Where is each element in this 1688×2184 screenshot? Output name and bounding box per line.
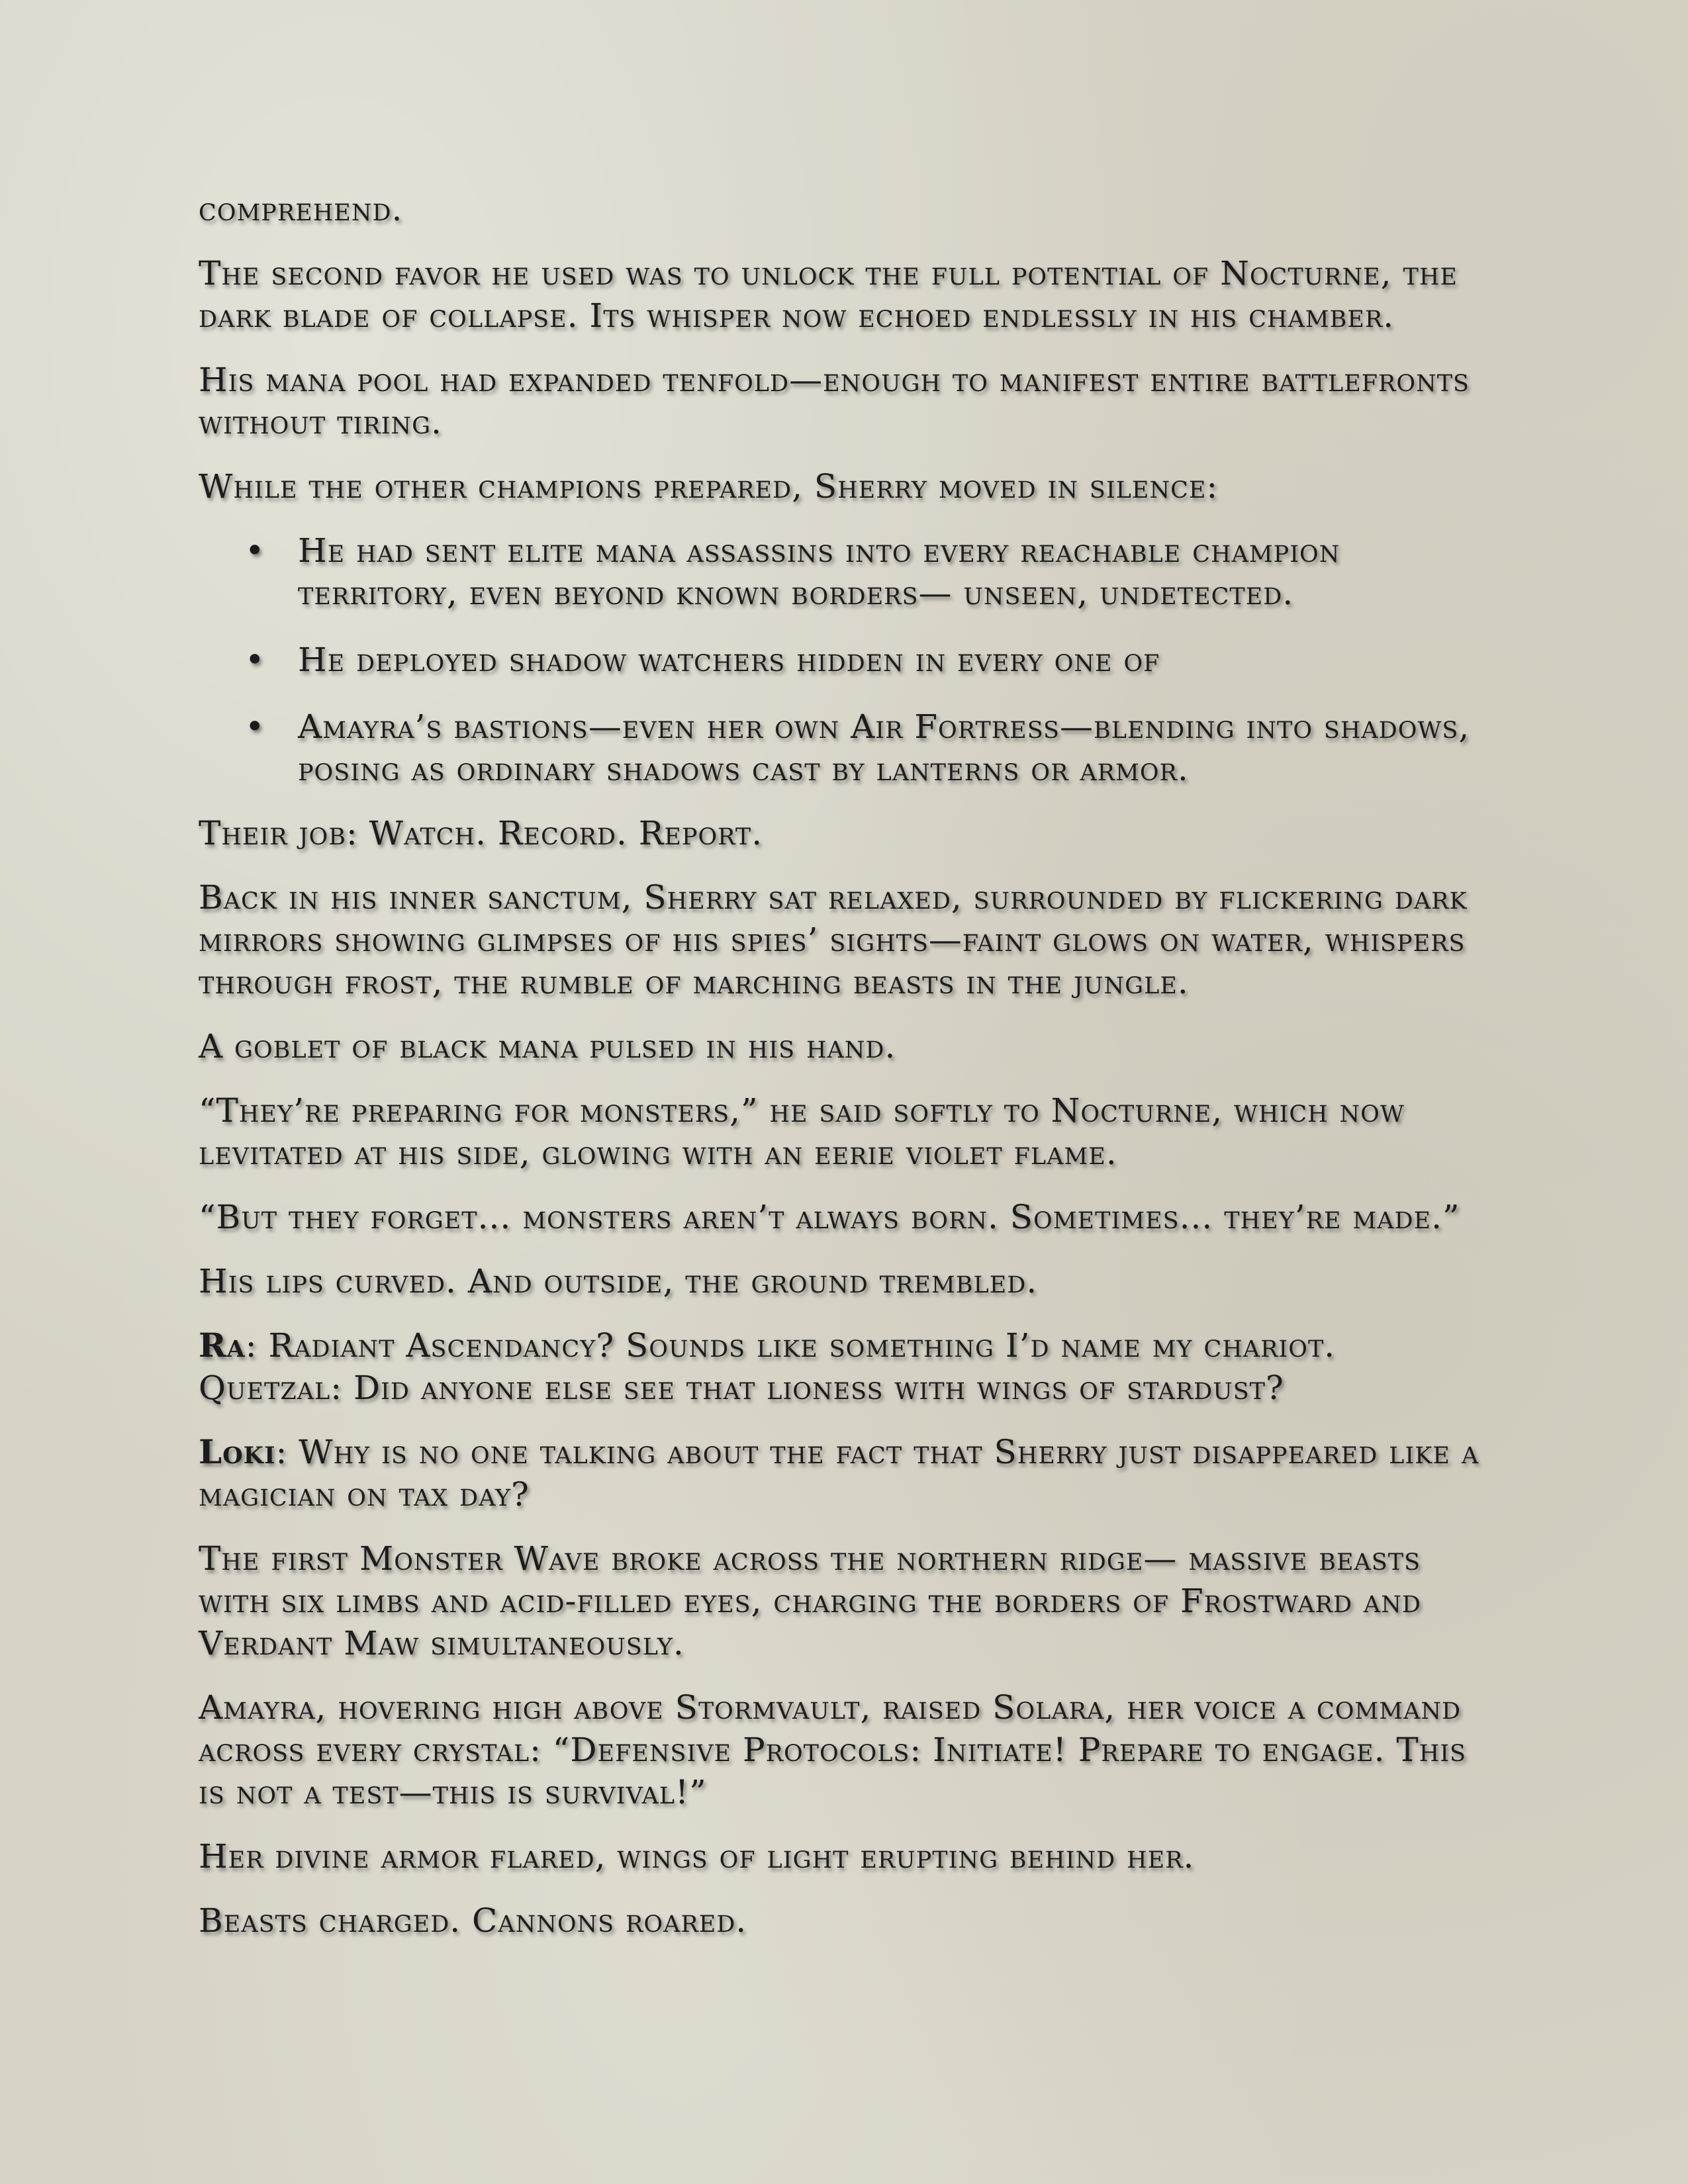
chat-line-ra <box>199 1324 1496 1367</box>
bullet-icon: • <box>245 641 265 679</box>
paragraph: His lips curved. And outside, the ground trembled. <box>199 1262 1038 1300</box>
paragraph: Beasts charged. Cannons roared. <box>199 1901 747 1940</box>
speaker-name: Ra <box>199 1326 246 1365</box>
paragraph: “But they forget... monsters aren’t always born. Sometimes... they’re made.” <box>199 1198 1460 1236</box>
speaker-name: Loki <box>199 1432 276 1471</box>
chat-block-ra-quetzal <box>199 1324 1496 1409</box>
list-item-text: He deployed shadow watchers hidden in every one of <box>298 641 1160 679</box>
bullet-icon: • <box>245 707 265 746</box>
list-item <box>199 639 1496 681</box>
chat-block-loki <box>199 1431 1496 1516</box>
chat-text: : Why is no one talking about the fact that Sherry just disappeared like a magician on tax day? <box>199 1433 1479 1514</box>
list-item <box>199 705 1496 790</box>
chat-line-quetzal: Quetzal: Did anyone else see that lioness with wings of stardust? <box>199 1369 1284 1407</box>
paragraph: A goblet of black mana pulsed in his hand. <box>199 1027 896 1066</box>
list-item <box>199 529 1496 614</box>
list-item-text: Amayra’s bastions—even her own Air Fortress—blending into shadows, posing as ordinary shadows cast by lanterns or armor. <box>298 707 1470 788</box>
bullet-icon: • <box>245 531 265 570</box>
paragraph: Amayra, hovering high above Stormvault, raised Solara, her voice a command across every crystal: “Defensive Protocols: Initiate! Prepare to engage. This is not a test—this is survival!” <box>199 1688 1467 1811</box>
paragraph: The first Monster Wave broke across the northern ridge— massive beasts with six limbs and acid-filled eyes, charging the borders of Frostward and Verdant Maw simultaneously. <box>199 1539 1421 1662</box>
paragraph: Back in his inner sanctum, Sherry sat relaxed, surrounded by flickering dark mirrors showing glimpses of his spies’ sights—faint glows on water, whispers through frost, the rumble of marching beasts in the jungle. <box>199 878 1468 1001</box>
paragraph: His mana pool had expanded tenfold—enough to manifest entire battlefronts without tiring. <box>199 361 1470 441</box>
story-text <box>199 188 1496 1964</box>
paragraph: The second favor he used was to unlock the full potential of Nocturne, the dark blade of collapse. Its whisper now echoed endlessly in his chamber. <box>199 254 1458 335</box>
bullet-list <box>199 529 1496 790</box>
paragraph: comprehend. <box>199 190 403 228</box>
paragraph: While the other champions prepared, Sherry moved in silence: <box>199 467 1219 506</box>
paragraph: Her divine armor flared, wings of light erupting behind her. <box>199 1837 1195 1876</box>
chat-text: : Radiant Ascendancy? Sounds like something I’d name my chariot. <box>245 1326 1336 1365</box>
list-item-text: He had sent elite mana assassins into every reachable champion territory, even beyond known borders— unseen, undetected. <box>298 531 1340 612</box>
paragraph: Their job: Watch. Record. Report. <box>199 814 763 852</box>
paragraph: “They’re preparing for monsters,” he said softly to Nocturne, which now levitated at his side, glowing with an eerie violet flame. <box>199 1091 1405 1172</box>
